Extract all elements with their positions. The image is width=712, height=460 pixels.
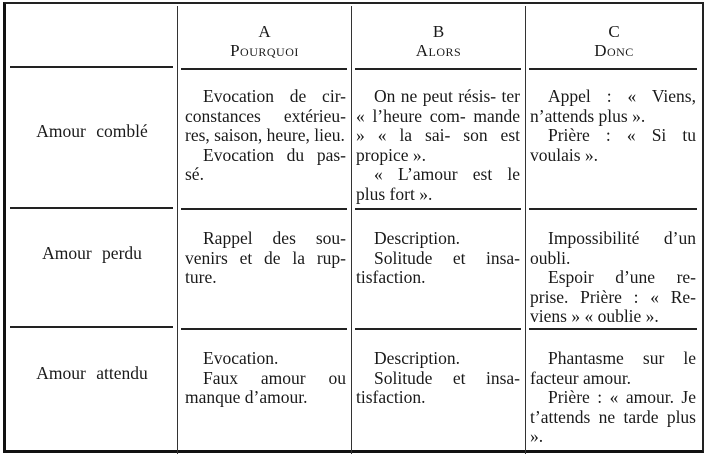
header-rule: [181, 68, 347, 70]
column-title: Alors: [415, 41, 462, 60]
row-rule: [529, 208, 697, 210]
row-rule: [355, 328, 521, 330]
column-divider: [525, 6, 526, 454]
table-cell: [530, 349, 696, 447]
header-rule: [355, 68, 521, 70]
cell-paragraph: Appel : « Viens, n’attends plus ».: [530, 86, 696, 126]
column-title: Donc: [594, 41, 634, 60]
table-cell: [356, 87, 520, 204]
column-header-a: [178, 22, 351, 60]
row-label: Amour perdu: [42, 243, 142, 263]
cell-paragraph: Prière : « Si tu voulais ».: [530, 125, 696, 165]
row-label: Amour comblé: [36, 121, 148, 141]
cell-paragraph: Evocation du pas- sé.: [185, 144, 346, 184]
cell-paragraph: Rappel des sou- venirs et de la rup- ture.: [185, 228, 346, 287]
table-cell: [530, 87, 696, 165]
table-cell: [356, 229, 520, 288]
row-label: Amour attendu: [36, 363, 148, 383]
row-rule: [10, 326, 173, 328]
row-rule: [529, 328, 697, 330]
column-header-c: [526, 22, 702, 60]
header-rule: [529, 68, 697, 70]
column-letter: C: [608, 22, 620, 41]
cell-paragraph: « L’amour est le plus fort ».: [356, 164, 520, 204]
cell-paragraph: Solitude et insa- tisfaction.: [356, 247, 520, 287]
header-rule: [10, 66, 173, 68]
row-rule: [355, 208, 521, 210]
table-cell: [530, 229, 696, 327]
cell-paragraph: Description.: [374, 228, 461, 248]
row-rule: [10, 207, 173, 209]
cell-paragraph: Evocation de cir- constances extérieu- res, saison, heure, lieu.: [185, 86, 346, 145]
cell-paragraph: On ne peut résis- ter « l’heure com- mande » « la sai- son est propice ».: [356, 86, 520, 165]
row-rule: [181, 328, 347, 330]
table-cell: [185, 229, 346, 288]
cell-paragraph: Impossibilité d’un oubli.: [530, 228, 696, 268]
table-cell: [356, 349, 520, 408]
cell-paragraph: Faux amour ou manque d’amour.: [185, 367, 346, 407]
cell-paragraph: Phantasme sur le facteur amour.: [530, 348, 696, 388]
column-title: Pourquoi: [230, 41, 299, 60]
table-cell: [185, 87, 346, 185]
cell-paragraph: Solitude et insa- tisfaction.: [356, 367, 520, 407]
cell-paragraph: Espoir d’une re- prise. Prière : « Re- viens » « oublie ».: [530, 267, 696, 326]
column-letter: A: [258, 22, 271, 41]
column-divider: [351, 6, 352, 454]
column-letter: B: [432, 22, 445, 41]
row-rule: [181, 208, 347, 210]
cell-paragraph: Prière : « amour. Je t’attends ne tarde plus ».: [530, 387, 696, 446]
column-divider: [177, 6, 178, 454]
cell-paragraph: Description.: [374, 348, 461, 368]
cell-paragraph: Evocation.: [203, 348, 279, 368]
table-cell: [185, 349, 346, 408]
column-header-b: [352, 22, 525, 60]
